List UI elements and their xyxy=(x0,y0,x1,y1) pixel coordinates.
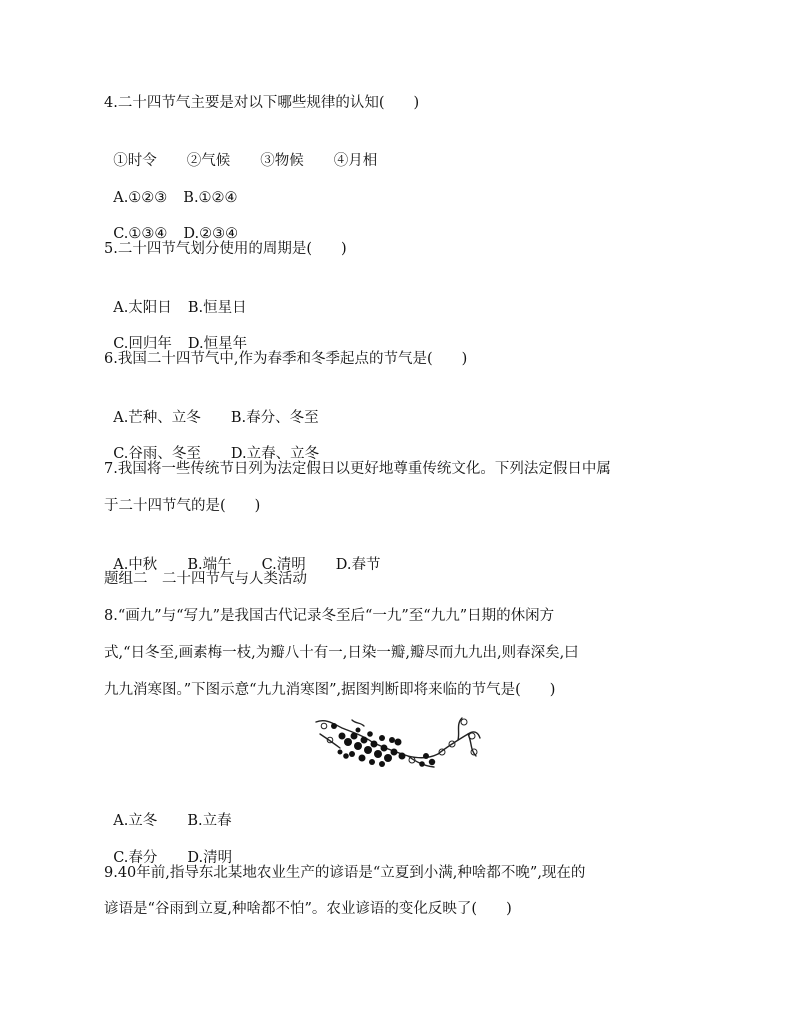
q7-option-c[interactable]: C.清明 xyxy=(261,557,306,573)
q4-item-2: ②气候 xyxy=(186,153,231,169)
q5-option-a[interactable]: A.太阳日 xyxy=(113,300,172,316)
q4-option-d[interactable]: D.②③④ xyxy=(183,226,239,242)
q8-option-d[interactable]: D.清明 xyxy=(187,850,233,866)
section-heading: 题组二 二十四节气与人类活动 xyxy=(104,571,307,587)
q8-stem-line3: 九九消寒图。”下图示意“九九消寒图”,据图判断即将来临的节气是( ) xyxy=(104,682,556,698)
q6-option-b[interactable]: B.春分、冬至 xyxy=(230,410,319,426)
q7-option-a[interactable]: A.中秋 xyxy=(113,557,158,573)
q4-option-a[interactable]: A.①②③ xyxy=(113,190,168,206)
q7-stem-line2: 于二十四节气的是( ) xyxy=(104,498,261,514)
q8-stem-line1: 8.“画九”与“写九”是我国古代记录冬至后“一九”至“九九”日期的休闲方 xyxy=(104,608,555,624)
q5-stem: 5.二十四节气划分使用的周期是( ) xyxy=(104,241,347,257)
plum-blossom-figure xyxy=(312,712,482,770)
q4-option-b[interactable]: B.①②④ xyxy=(183,190,238,206)
q9-stem-line2: 谚语是“谷雨到立夏,种啥都不怕”。农业谚语的变化反映了( ) xyxy=(104,901,512,917)
q7-stem-line1: 7.我国将一些传统节日列为法定假日以更好地尊重传统文化。下列法定假日中属 xyxy=(104,461,611,477)
q4-stem: 4.二十四节气主要是对以下哪些规律的认知( ) xyxy=(104,95,420,111)
q7-option-b[interactable]: B.端午 xyxy=(187,557,232,573)
q5-option-b[interactable]: B.恒星日 xyxy=(187,300,247,316)
q5-option-d[interactable]: D.恒星年 xyxy=(187,336,248,352)
q4-item-4: ④月相 xyxy=(333,153,378,169)
q8-option-b[interactable]: B.立春 xyxy=(187,813,232,829)
q9-stem-line1: 9.40年前,指导东北某地农业生产的谚语是“立夏到小满,种啥都不晚”,现在的 xyxy=(104,865,586,881)
q6-option-a[interactable]: A.芒种、立冬 xyxy=(113,410,201,426)
q7-option-d[interactable]: D.春节 xyxy=(335,557,381,573)
q6-option-d[interactable]: D.立春、立冬 xyxy=(230,446,320,462)
q4-item-1: ①时令 xyxy=(113,153,157,169)
q5-option-c[interactable]: C.回归年 xyxy=(113,336,172,352)
q4-item-3: ③物候 xyxy=(260,153,304,169)
q6-stem: 6.我国二十四节气中,作为春季和冬季起点的节气是( ) xyxy=(104,351,468,367)
q8-option-a[interactable]: A.立冬 xyxy=(113,813,158,829)
q8-stem-line2: 式,“日冬至,画素梅一枝,为瓣八十有一,日染一瓣,瓣尽而九九出,则春深矣,曰 xyxy=(104,645,579,661)
q6-option-c[interactable]: C.谷雨、冬至 xyxy=(113,446,201,462)
q8-option-c[interactable]: C.春分 xyxy=(113,850,158,866)
q4-option-c[interactable]: C.①③④ xyxy=(113,226,168,242)
